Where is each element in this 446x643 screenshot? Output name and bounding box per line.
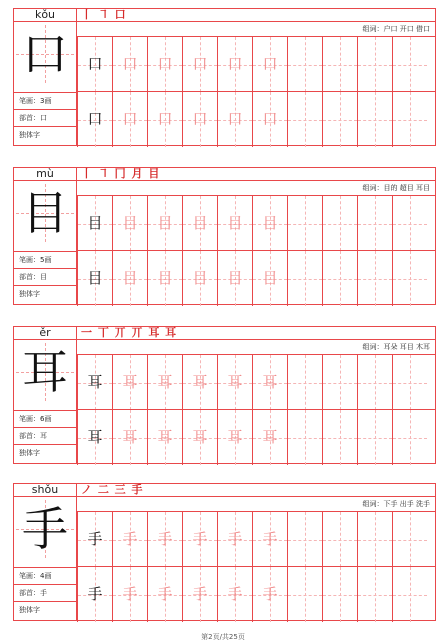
practice-cell[interactable] bbox=[252, 196, 287, 251]
practice-cell[interactable] bbox=[77, 251, 112, 306]
character-block bbox=[13, 483, 436, 621]
practice-cell[interactable] bbox=[182, 567, 217, 622]
stroke-order: 一 丅 丌 丌 耳 耳 bbox=[81, 326, 178, 339]
practice-cell[interactable] bbox=[112, 512, 147, 567]
character-block bbox=[13, 167, 436, 305]
practice-cell[interactable] bbox=[357, 251, 392, 306]
stroke-order: 丨 ㇕ 口 bbox=[81, 8, 127, 21]
practice-character: 目 bbox=[122, 269, 138, 287]
practice-cell[interactable] bbox=[357, 92, 392, 147]
practice-cell[interactable] bbox=[147, 196, 182, 251]
practice-character: 目 bbox=[157, 269, 173, 287]
practice-character: 手 bbox=[227, 585, 243, 603]
practice-cell[interactable] bbox=[357, 410, 392, 465]
practice-cell[interactable] bbox=[252, 37, 287, 92]
pinyin-label: ěr bbox=[13, 326, 77, 340]
practice-cell[interactable] bbox=[217, 410, 252, 465]
practice-character: 口 bbox=[227, 55, 243, 73]
practice-cell[interactable] bbox=[112, 196, 147, 251]
pinyin-label: kǒu bbox=[13, 8, 77, 22]
structure-label: 独体字 bbox=[13, 601, 77, 621]
practice-character: 耳 bbox=[192, 428, 208, 446]
practice-character: 手 bbox=[157, 530, 173, 548]
word-row bbox=[77, 22, 436, 36]
practice-cell[interactable] bbox=[147, 567, 182, 622]
practice-cell[interactable] bbox=[322, 196, 357, 251]
practice-character: 目 bbox=[87, 214, 103, 232]
stroke-order: 丨 ㇕ 冂 月 目 bbox=[81, 167, 161, 180]
practice-character: 耳 bbox=[262, 428, 278, 446]
practice-character: 手 bbox=[227, 530, 243, 548]
practice-cell[interactable] bbox=[392, 512, 427, 567]
practice-cell[interactable] bbox=[217, 567, 252, 622]
practice-cell[interactable] bbox=[252, 567, 287, 622]
practice-cell[interactable] bbox=[147, 92, 182, 147]
character-block bbox=[13, 8, 436, 146]
structure-label: 独体字 bbox=[13, 285, 77, 305]
practice-cell[interactable] bbox=[392, 567, 427, 622]
practice-cell[interactable] bbox=[287, 251, 322, 306]
character-info-column bbox=[13, 483, 77, 621]
practice-character: 口 bbox=[262, 55, 278, 73]
practice-cell[interactable] bbox=[217, 37, 252, 92]
practice-character: 口 bbox=[262, 110, 278, 128]
practice-character: 目 bbox=[192, 214, 208, 232]
practice-character: 耳 bbox=[122, 373, 138, 391]
practice-character: 耳 bbox=[87, 428, 103, 446]
word-row bbox=[77, 340, 436, 354]
stroke-count: 笔画：5画 bbox=[13, 251, 77, 268]
radical-label: 部首：口 bbox=[13, 109, 77, 126]
practice-grid-row bbox=[77, 566, 436, 622]
practice-grid-row bbox=[77, 250, 436, 306]
example-words: 组词：耳朵 耳目 木耳 bbox=[362, 343, 430, 351]
practice-cell[interactable] bbox=[147, 251, 182, 306]
practice-character: 口 bbox=[157, 110, 173, 128]
stroke-count: 笔画：3画 bbox=[13, 92, 77, 109]
practice-cell[interactable] bbox=[392, 196, 427, 251]
practice-character: 耳 bbox=[157, 428, 173, 446]
practice-cell[interactable] bbox=[147, 37, 182, 92]
model-character: 手 bbox=[22, 502, 68, 556]
practice-cell[interactable] bbox=[252, 512, 287, 567]
practice-character: 目 bbox=[262, 214, 278, 232]
model-character-box bbox=[16, 184, 74, 242]
practice-cell[interactable] bbox=[392, 355, 427, 410]
practice-cell[interactable] bbox=[287, 196, 322, 251]
page-footer: 第2页/共25页 bbox=[201, 633, 245, 641]
practice-cell[interactable] bbox=[112, 567, 147, 622]
practice-character: 目 bbox=[262, 269, 278, 287]
model-character: 目 bbox=[22, 186, 68, 240]
practice-character: 口 bbox=[122, 55, 138, 73]
practice-cell[interactable] bbox=[287, 567, 322, 622]
practice-character: 手 bbox=[192, 585, 208, 603]
practice-character: 口 bbox=[87, 110, 103, 128]
practice-cell[interactable] bbox=[182, 37, 217, 92]
stroke-count: 笔画：4画 bbox=[13, 567, 77, 584]
pinyin-label: shǒu bbox=[13, 483, 77, 497]
practice-cell[interactable] bbox=[77, 92, 112, 147]
practice-cell[interactable] bbox=[182, 355, 217, 410]
practice-cell[interactable] bbox=[392, 410, 427, 465]
practice-character: 耳 bbox=[87, 373, 103, 391]
practice-cell[interactable] bbox=[322, 92, 357, 147]
practice-cell[interactable] bbox=[112, 37, 147, 92]
practice-cell[interactable] bbox=[112, 251, 147, 306]
practice-cell[interactable] bbox=[112, 92, 147, 147]
character-info-column bbox=[13, 167, 77, 305]
practice-character: 耳 bbox=[122, 428, 138, 446]
practice-character: 口 bbox=[192, 110, 208, 128]
practice-cell[interactable] bbox=[217, 92, 252, 147]
radical-label: 部首：手 bbox=[13, 584, 77, 601]
practice-character: 口 bbox=[192, 55, 208, 73]
practice-cell[interactable] bbox=[112, 355, 147, 410]
practice-cell[interactable] bbox=[147, 512, 182, 567]
practice-cell[interactable] bbox=[392, 92, 427, 147]
practice-cell[interactable] bbox=[287, 512, 322, 567]
structure-label: 独体字 bbox=[13, 444, 77, 464]
practice-character: 目 bbox=[192, 269, 208, 287]
practice-cell[interactable] bbox=[287, 37, 322, 92]
practice-character: 耳 bbox=[192, 373, 208, 391]
practice-cell[interactable] bbox=[322, 410, 357, 465]
practice-cell[interactable] bbox=[217, 512, 252, 567]
radical-label: 部首：耳 bbox=[13, 427, 77, 444]
practice-character: 口 bbox=[157, 55, 173, 73]
practice-cell[interactable] bbox=[217, 251, 252, 306]
practice-cell[interactable] bbox=[392, 37, 427, 92]
stroke-order-row bbox=[77, 167, 436, 181]
practice-cell[interactable] bbox=[77, 567, 112, 622]
model-character: 耳 bbox=[22, 345, 68, 399]
model-character-box bbox=[16, 25, 74, 83]
practice-cell[interactable] bbox=[357, 37, 392, 92]
practice-cell[interactable] bbox=[77, 196, 112, 251]
practice-grid-row bbox=[77, 354, 436, 410]
stroke-count: 笔画：6画 bbox=[13, 410, 77, 427]
practice-cell[interactable] bbox=[182, 251, 217, 306]
practice-cell[interactable] bbox=[287, 410, 322, 465]
practice-character: 手 bbox=[192, 530, 208, 548]
practice-character: 目 bbox=[227, 214, 243, 232]
practice-character: 耳 bbox=[227, 428, 243, 446]
practice-cell[interactable] bbox=[287, 92, 322, 147]
practice-cell[interactable] bbox=[322, 567, 357, 622]
practice-cell[interactable] bbox=[217, 196, 252, 251]
practice-cell[interactable] bbox=[182, 92, 217, 147]
practice-grid-row bbox=[77, 91, 436, 147]
example-words: 组词：下手 出手 洗手 bbox=[362, 500, 430, 508]
practice-cell[interactable] bbox=[182, 196, 217, 251]
radical-label: 部首：目 bbox=[13, 268, 77, 285]
practice-character: 手 bbox=[87, 530, 103, 548]
stroke-order-row bbox=[77, 8, 436, 22]
practice-cell[interactable] bbox=[392, 251, 427, 306]
practice-grid-row bbox=[77, 36, 436, 92]
practice-character: 手 bbox=[87, 585, 103, 603]
practice-cell[interactable] bbox=[357, 355, 392, 410]
practice-character: 口 bbox=[87, 55, 103, 73]
practice-cell[interactable] bbox=[322, 251, 357, 306]
structure-label: 独体字 bbox=[13, 126, 77, 146]
practice-cell[interactable] bbox=[77, 37, 112, 92]
practice-character: 口 bbox=[227, 110, 243, 128]
practice-cell[interactable] bbox=[77, 512, 112, 567]
character-info-column bbox=[13, 326, 77, 464]
word-row bbox=[77, 497, 436, 511]
practice-cell[interactable] bbox=[322, 512, 357, 567]
practice-cell[interactable] bbox=[217, 355, 252, 410]
practice-cell[interactable] bbox=[182, 410, 217, 465]
practice-character: 手 bbox=[262, 585, 278, 603]
character-block bbox=[13, 326, 436, 464]
practice-character: 目 bbox=[122, 214, 138, 232]
model-character-box bbox=[16, 343, 74, 401]
model-character: 口 bbox=[22, 27, 68, 81]
practice-character: 目 bbox=[87, 269, 103, 287]
practice-cell[interactable] bbox=[252, 251, 287, 306]
practice-cell[interactable] bbox=[287, 355, 322, 410]
practice-character: 目 bbox=[227, 269, 243, 287]
practice-cell[interactable] bbox=[112, 410, 147, 465]
practice-character: 耳 bbox=[157, 373, 173, 391]
practice-cell[interactable] bbox=[357, 512, 392, 567]
practice-cell[interactable] bbox=[252, 92, 287, 147]
practice-character: 手 bbox=[122, 585, 138, 603]
practice-grid-row bbox=[77, 409, 436, 465]
stroke-order-row bbox=[77, 483, 436, 497]
practice-character: 手 bbox=[157, 585, 173, 603]
practice-cell[interactable] bbox=[77, 355, 112, 410]
practice-cell[interactable] bbox=[182, 512, 217, 567]
practice-cell[interactable] bbox=[322, 37, 357, 92]
stroke-order-row bbox=[77, 326, 436, 340]
practice-cell[interactable] bbox=[252, 410, 287, 465]
practice-cell[interactable] bbox=[147, 410, 182, 465]
practice-character: 手 bbox=[262, 530, 278, 548]
practice-cell[interactable] bbox=[357, 567, 392, 622]
practice-cell[interactable] bbox=[147, 355, 182, 410]
practice-grid-row bbox=[77, 511, 436, 567]
practice-grid-row bbox=[77, 195, 436, 251]
character-info-column bbox=[13, 8, 77, 146]
practice-cell[interactable] bbox=[252, 355, 287, 410]
word-row bbox=[77, 181, 436, 195]
practice-character: 目 bbox=[157, 214, 173, 232]
stroke-order: ノ 二 三 手 bbox=[81, 483, 144, 496]
practice-cell[interactable] bbox=[77, 410, 112, 465]
pinyin-label: mù bbox=[13, 167, 77, 181]
practice-character: 手 bbox=[122, 530, 138, 548]
model-character-box bbox=[16, 500, 74, 558]
practice-character: 耳 bbox=[227, 373, 243, 391]
practice-character: 口 bbox=[122, 110, 138, 128]
practice-cell[interactable] bbox=[357, 196, 392, 251]
practice-cell[interactable] bbox=[322, 355, 357, 410]
practice-character: 耳 bbox=[262, 373, 278, 391]
example-words: 组词：目的 超目 耳目 bbox=[362, 184, 430, 192]
example-words: 组词：户口 开口 借口 bbox=[362, 25, 430, 33]
